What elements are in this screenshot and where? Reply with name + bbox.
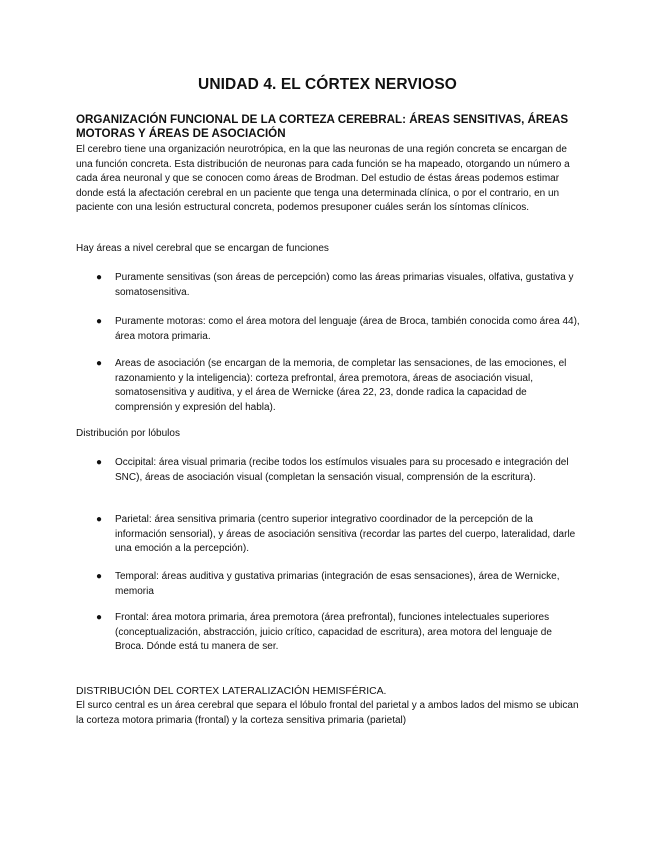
list-item	[96, 513, 581, 557]
function-list-item-motor	[96, 315, 581, 344]
bullet-icon: ●	[96, 514, 103, 525]
bullet-icon: ●	[96, 457, 103, 468]
list-item-text: Temporal: áreas auditiva y gustativa primarias (integración de esas sensaciones), área de Wernicke, memoria	[115, 571, 560, 597]
list-item	[96, 456, 581, 485]
list-item-text: Areas de asociación (se encargan de la memoria, de completar las sensaciones, de las emociones, el razonamiento y la inteligencia): corteza prefrontal, área premotora, áreas de asociación visual, somatosensitiva y auditiva, y el área de Wernicke (área 22, 23, donde radica la capacidad de comprensión y expresión del habla).	[115, 358, 567, 413]
list-item	[96, 570, 581, 599]
bullet-icon: ●	[96, 272, 103, 283]
bullet-icon: ●	[96, 571, 103, 582]
bullet-icon: ●	[96, 612, 103, 623]
lobe-list-item-frontal	[96, 611, 581, 655]
list-item-text: Frontal: área motora primaria, área premotora (área prefrontal), funciones intelectuales superiores (conceptualización, abstracción, juicio crítico, capacidad de escritura), area motora del lenguaje de Broca. Dónde está tu manera de ser.	[115, 612, 552, 653]
list-item	[96, 315, 581, 344]
functions-lead: Hay áreas a nivel cerebral que se encargan de funciones	[76, 243, 329, 254]
bullet-icon: ●	[96, 316, 103, 327]
section-heading-lateralizacion: DISTRIBUCIÓN DEL CORTEX LATERALIZACIÓN HEMISFÉRICA.	[76, 686, 387, 697]
lobe-list-item-temporal	[96, 570, 581, 599]
intro-paragraph: El cerebro tiene una organización neurotrópica, en la que las neuronas de una región concreta se encargan de una función concreta. Esta distribución de neuronas para cada función se ha mapeado, otorgando un número a cada área neuronal y que se conocen como áreas de Brodman. Del estudio de éstas áreas podemos estimar donde está la afectación cerebral en un paciente que tenga una determinada clínica, o por el contrario, en un paciente con una lesión estructural concreta, podemos presuponer cuáles serán los síntomas clínicos.	[76, 144, 570, 214]
list-item	[96, 271, 581, 300]
list-item-text: Puramente sensitivas (son áreas de percepción) como las áreas primarias visuales, olfativa, gustativa y somatosensitiva.	[115, 272, 574, 298]
bullet-icon: ●	[96, 358, 103, 369]
lobe-list-item-parietal	[96, 513, 581, 557]
lateralization-paragraph: El surco central es un área cerebral que separa el lóbulo frontal del parietal y a ambos lados del mismo se ubican la corteza motora primaria (frontal) y la corteza sensitiva primaria (parietal)	[76, 700, 579, 726]
list-item-text: Parietal: área sensitiva primaria (centro superior integrativo coordinador de la percepción de la información sensorial), y áreas de asociación sensitiva (recordar las partes del cuerpo, lateralidad, darle una emoción a la percepción).	[115, 514, 576, 555]
list-item	[96, 357, 581, 415]
list-item-text: Puramente motoras: como el área motora del lenguaje (área de Broca, también conocida como área 44), área motora primaria.	[115, 316, 580, 342]
section-heading-organizacion: ORGANIZACIÓN FUNCIONAL DE LA CORTEZA CEREBRAL: ÁREAS SENSITIVAS, ÁREAS MOTORAS Y ÁREAS DE ASOCIACIÓN	[76, 113, 569, 140]
lobe-list-item-occipital	[96, 456, 581, 485]
list-item-text: Occipital: área visual primaria (recibe todos los estímulos visuales para su procesado e integración del SNC), áreas de asociación visual (completan la sensación visual, comprensión de la escritura).	[115, 457, 569, 483]
function-list-item-association	[96, 357, 581, 415]
page-title: UNIDAD 4. EL CÓRTEX NERVIOSO	[198, 76, 457, 93]
lobes-lead: Distribución por lóbulos	[76, 428, 180, 439]
list-item	[96, 611, 581, 655]
function-list-item-sensitive	[96, 271, 581, 300]
